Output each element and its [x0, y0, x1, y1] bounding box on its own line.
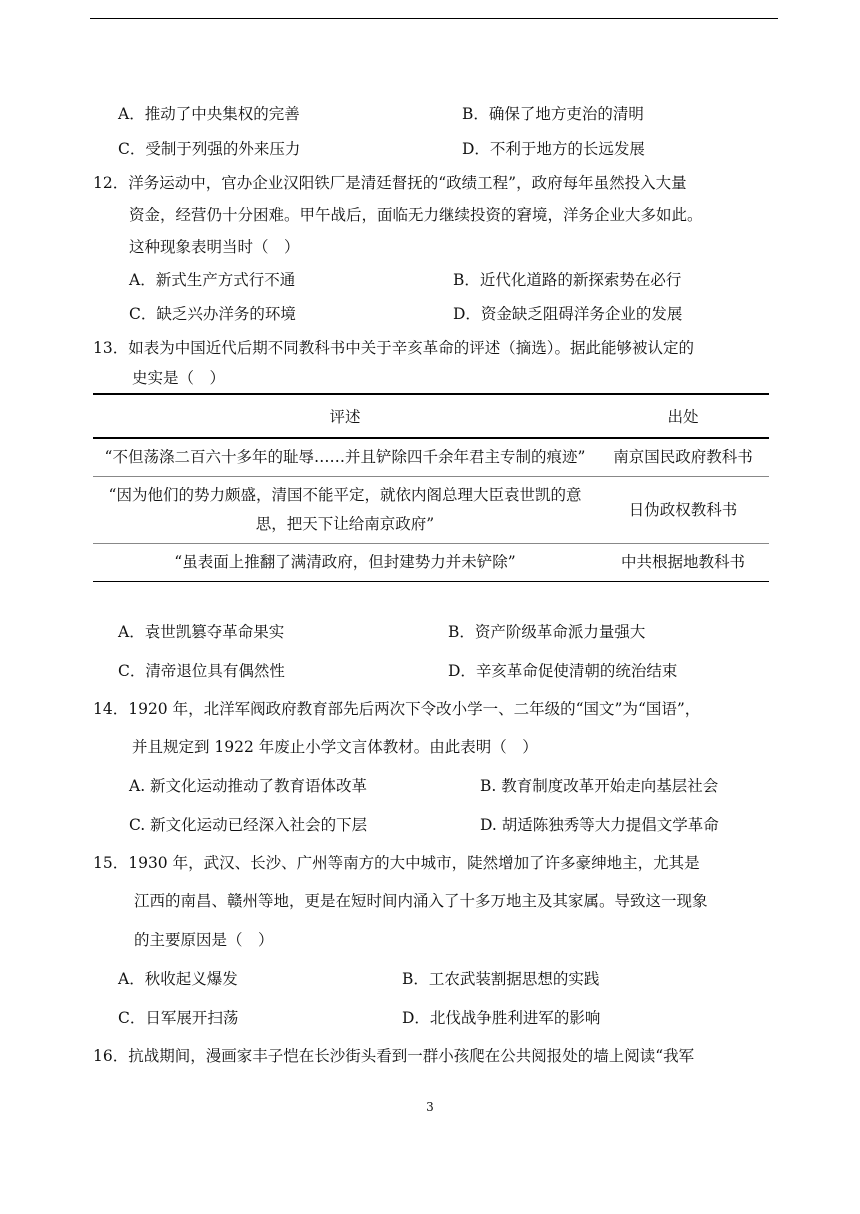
q13-stem-line-1: 13．如表为中国近代后期不同教科书中关于辛亥革命的评述（摘选）。据此能够被认定的 — [93, 339, 694, 357]
q14-stem-line-2: 并且规定到 1922 年废止小学文言体教材。由此表明（ ） — [132, 738, 538, 756]
table-cell-source: 南京国民政府教科书 — [597, 438, 769, 477]
q14-stem-line-1: 14．1920 年，北洋军阀政府教育部先后两次下令改小学一、二年级的“国文”为“国语”， — [93, 700, 701, 718]
q15-option-a: A．秋收起义爆发 — [118, 970, 238, 988]
q12-option-a: A．新式生产方式行不通 — [129, 271, 296, 289]
table-row — [93, 477, 769, 544]
table-header-source: 出处 — [597, 394, 769, 438]
table-cell-quote: “因为他们的势力颇盛，清国不能平定，就依内阁总理大臣袁世凯的意思，把天下让给南京政府” — [93, 477, 597, 544]
q14-option-b: B. 教育制度改革开始走向基层社会 — [480, 777, 719, 795]
q11-option-b: B．确保了地方吏治的清明 — [462, 105, 644, 123]
table-cell-source: 日伪政权教科书 — [597, 477, 769, 544]
q14-option-d: D. 胡适陈独秀等大力提倡文学革命 — [480, 816, 719, 834]
q15-option-d: D．北伐战争胜利进军的影响 — [402, 1009, 601, 1027]
q12-option-c: C．缺乏兴办洋务的环境 — [129, 305, 296, 323]
q12-option-d: D．资金缺乏阻碍洋务企业的发展 — [453, 305, 683, 323]
q13-option-d: D．辛亥革命促使清朝的统治结束 — [448, 662, 678, 680]
table-cell-source: 中共根据地教科书 — [597, 544, 769, 582]
table-row — [93, 544, 769, 582]
q12-stem-line-3: 这种现象表明当时（ ） — [129, 238, 300, 256]
table-header-comment: 评述 — [93, 394, 597, 438]
textbook-comparison-table — [93, 393, 769, 582]
page-number: 3 — [426, 1100, 434, 1114]
q14-option-c: C. 新文化运动已经深入社会的下层 — [129, 816, 368, 834]
q13-option-b: B．资产阶级革命派力量强大 — [448, 623, 646, 641]
table-cell-quote: “虽表面上推翻了满清政府，但封建势力并未铲除” — [93, 544, 597, 582]
q15-option-b: B．工农武装割据思想的实践 — [402, 970, 600, 988]
q12-stem-line-1: 12．洋务运动中，官办企业汉阳铁厂是清廷督抚的“政绩工程”，政府每年虽然投入大量 — [93, 174, 687, 192]
header-rule — [90, 18, 778, 19]
q12-stem-line-2: 资金，经营仍十分困难。甲午战后，面临无力继续投资的窘境，洋务企业大多如此。 — [129, 206, 703, 224]
table-header-row — [93, 394, 769, 438]
q14-option-a: A. 新文化运动推动了教育语体改革 — [129, 777, 368, 795]
table-row — [93, 438, 769, 477]
q12-option-b: B．近代化道路的新探索势在必行 — [453, 271, 682, 289]
q16-stem-line-1: 16．抗战期间，漫画家丰子恺在长沙街头看到一群小孩爬在公共阅报处的墙上阅读“我军 — [93, 1047, 695, 1065]
q11-option-c: C．受制于列强的外来压力 — [118, 140, 301, 158]
q15-stem-line-3: 的主要原因是（ ） — [134, 931, 274, 949]
q13-stem-line-2: 史实是（ ） — [132, 369, 226, 387]
q15-option-c: C．日军展开扫荡 — [118, 1009, 239, 1027]
q15-stem-line-1: 15．1930 年，武汉、长沙、广州等南方的大中城市，陡然增加了许多豪绅地主，尤其是 — [93, 854, 700, 872]
q11-option-d: D．不利于地方的长远发展 — [462, 140, 645, 158]
q11-option-a: A．推动了中央集权的完善 — [118, 105, 300, 123]
q13-option-a: A．袁世凯篡夺革命果实 — [118, 623, 285, 641]
q15-stem-line-2: 江西的南昌、赣州等地，更是在短时间内涌入了十多万地主及其家属。导致这一现象 — [134, 892, 708, 910]
q13-option-c: C．清帝退位具有偶然性 — [118, 662, 285, 680]
table-cell-quote: “不但荡涤二百六十多年的耻辱……并且铲除四千余年君主专制的痕迹” — [93, 438, 597, 477]
